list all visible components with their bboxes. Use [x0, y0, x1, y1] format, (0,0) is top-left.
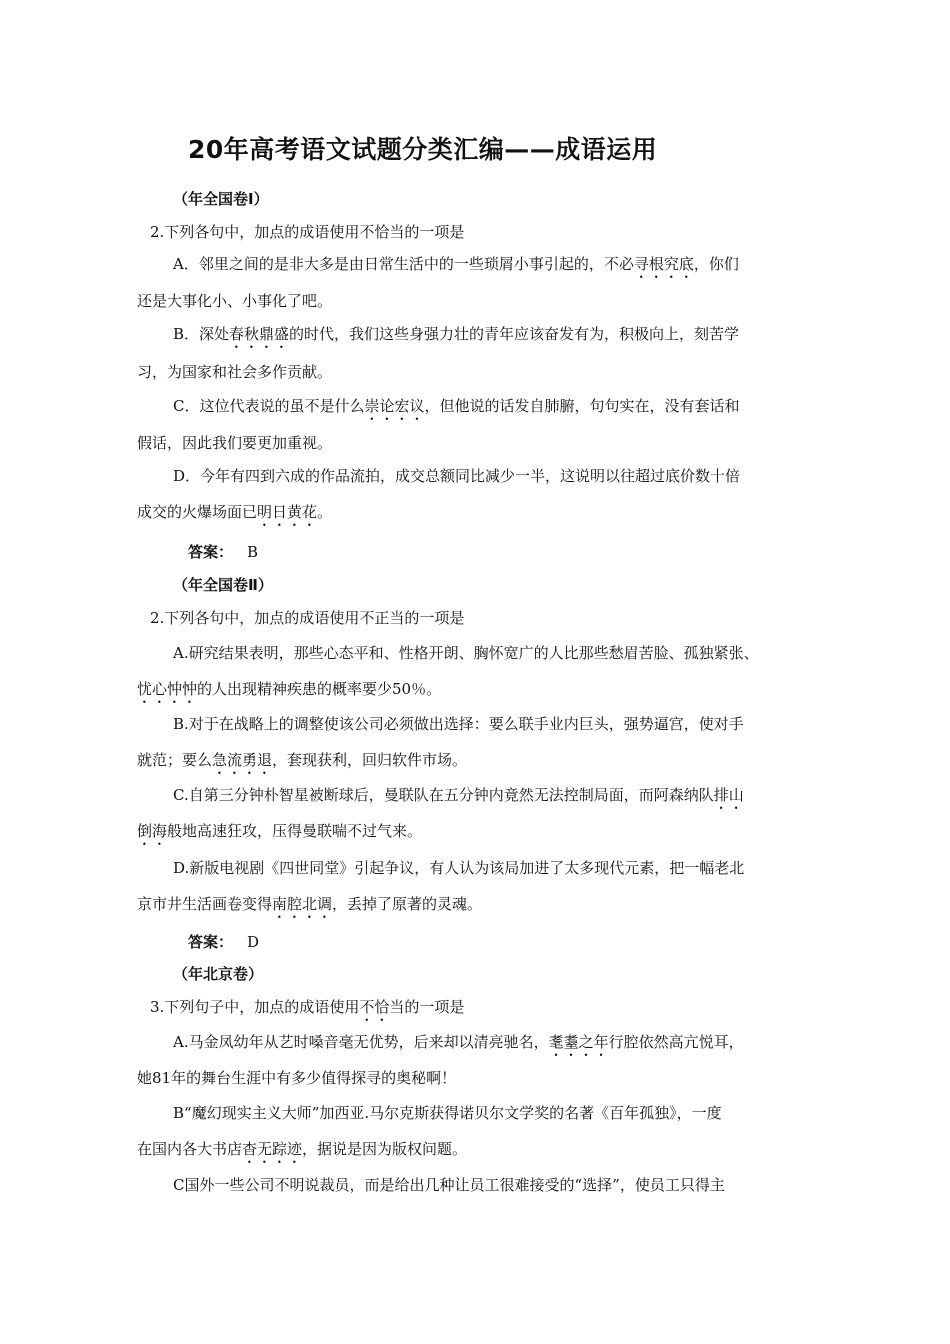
option-c-line: C国外一些公司不明说裁员，而是给出几种让员工很难接受的“选择”，使员工只得主	[173, 1176, 725, 1194]
option-a-line	[137, 679, 441, 707]
text: 3.下列句子中，加点的成语使用	[150, 998, 360, 1016]
text: 成交的火爆场面已	[137, 503, 258, 521]
option-c-line	[137, 821, 422, 849]
option-b-line: B“魔幻现实主义大师”加西亚.马尔克斯获得诺贝尔文学奖的名著《百年孤独》，一度	[173, 1104, 722, 1122]
question-stem: 2.下列各句中，加点的成语使用不恰当的一项是	[150, 223, 465, 241]
option-c-line: 假话，因此我们要更加重视。	[137, 434, 333, 452]
dotted-idiom: 杳无踪迹	[242, 1140, 303, 1158]
option-c-line	[173, 785, 744, 813]
text: 就范；要么	[137, 751, 213, 769]
option-b-line	[137, 750, 467, 778]
option-a-line	[173, 254, 739, 282]
text: ，套现获利，回归软件市场。	[272, 751, 468, 769]
answer	[188, 541, 258, 562]
answer	[188, 931, 259, 952]
text: ，你们	[693, 255, 739, 273]
dotted-idiom: 南腔北调	[272, 895, 333, 913]
option-d-line	[137, 502, 332, 530]
option-d-line: D．今年有四到六成的作品流拍，成交总额同比减少一半，这说明以往超过底价数十倍	[173, 467, 741, 485]
question-stem: 2.下列各句中，加点的成语使用不正当的一项是	[150, 609, 465, 627]
text: ，但他说的话发自肺腑，句句实在，没有套话和	[424, 397, 740, 415]
text: 京市井生活画卷变得	[137, 895, 273, 913]
text: 的时代，我们这些身强力壮的青年应该奋发有为，积极向上，刻苦学	[289, 325, 740, 343]
dotted-idiom: 急流勇退	[212, 751, 273, 769]
section-heading: （年北京卷）	[173, 965, 264, 983]
dotted-idiom: 忧心忡忡	[137, 680, 198, 698]
text: A．邻里之间的是非大多是由日常生活中的一些琐屑小事引起的，不必	[173, 255, 634, 273]
dotted-idiom: 耄耋之年	[548, 1033, 609, 1051]
option-b-line	[173, 324, 739, 352]
text: 的人出现精神疾患的概率要少50％。	[197, 680, 442, 698]
answer-label: 答案：	[188, 933, 234, 951]
dotted-idiom: 排山	[713, 786, 744, 804]
option-b-line: 习，为国家和社会多作贡献。	[137, 363, 333, 381]
text: 行腔依然高亢悦耳，	[608, 1033, 744, 1051]
text: B．深处	[173, 325, 230, 343]
option-a-line	[173, 1032, 744, 1060]
option-d-line: D.新版电视剧《四世同堂》引起争议，有人认为该局加进了太多现代元素，把一幅老北	[173, 859, 745, 877]
option-a-line: 她81年的舞台生涯中有多少值得探寻的奥秘啊！	[137, 1069, 457, 1087]
text: 当的一项是	[389, 998, 465, 1016]
text: ，丢掉了原著的灵魂。	[332, 895, 483, 913]
option-b-line	[137, 1139, 467, 1167]
dotted-idiom: 春秋鼎盛	[229, 325, 290, 343]
answer-value: D	[247, 933, 260, 951]
answer-label: 答案：	[188, 543, 234, 561]
dotted-idiom: 崇论宏议	[364, 397, 425, 415]
section-heading: （年全国卷Ⅱ）	[173, 576, 273, 594]
text: 。	[317, 503, 333, 521]
document-title: 20年高考语文试题分类汇编——成语运用	[188, 135, 658, 164]
text: ，据说是因为版权问题。	[302, 1140, 468, 1158]
dotted-idiom: 不恰	[359, 998, 390, 1016]
option-b-line: B.对于在战略上的调整使该公司必须做出选择：要么联手业内巨头，强势逼宫，使对手	[173, 715, 744, 733]
text: A.马金凤幼年从艺时嗓音毫无优势，后来却以清亮驰名，	[173, 1033, 549, 1051]
answer-value: B	[247, 543, 259, 561]
text: C．这位代表说的虽不是什么	[173, 397, 365, 415]
text: 般地高速狂攻，压得曼联喘不过气来。	[167, 822, 423, 840]
option-a-line: A.研究结果表明，那些心态平和、性格开朗、胸怀宽广的人比那些愁眉苦脸、孤独紧张、	[173, 644, 759, 662]
option-a-line: 还是大事化小、小事化了吧。	[137, 292, 333, 310]
option-d-line	[137, 894, 482, 922]
question-stem	[150, 997, 464, 1025]
option-c-line	[173, 396, 740, 424]
section-heading: （年全国卷Ⅰ）	[173, 190, 269, 208]
dotted-idiom: 明日黄花	[257, 503, 318, 521]
dotted-idiom: 寻根究底	[633, 255, 694, 273]
text: 在国内各大书店	[137, 1140, 243, 1158]
dotted-idiom: 倒海	[137, 822, 168, 840]
text: C.自第三分钟朴智星被断球后，曼联队在五分钟内竟然无法控制局面，而阿森纳队	[173, 786, 714, 804]
